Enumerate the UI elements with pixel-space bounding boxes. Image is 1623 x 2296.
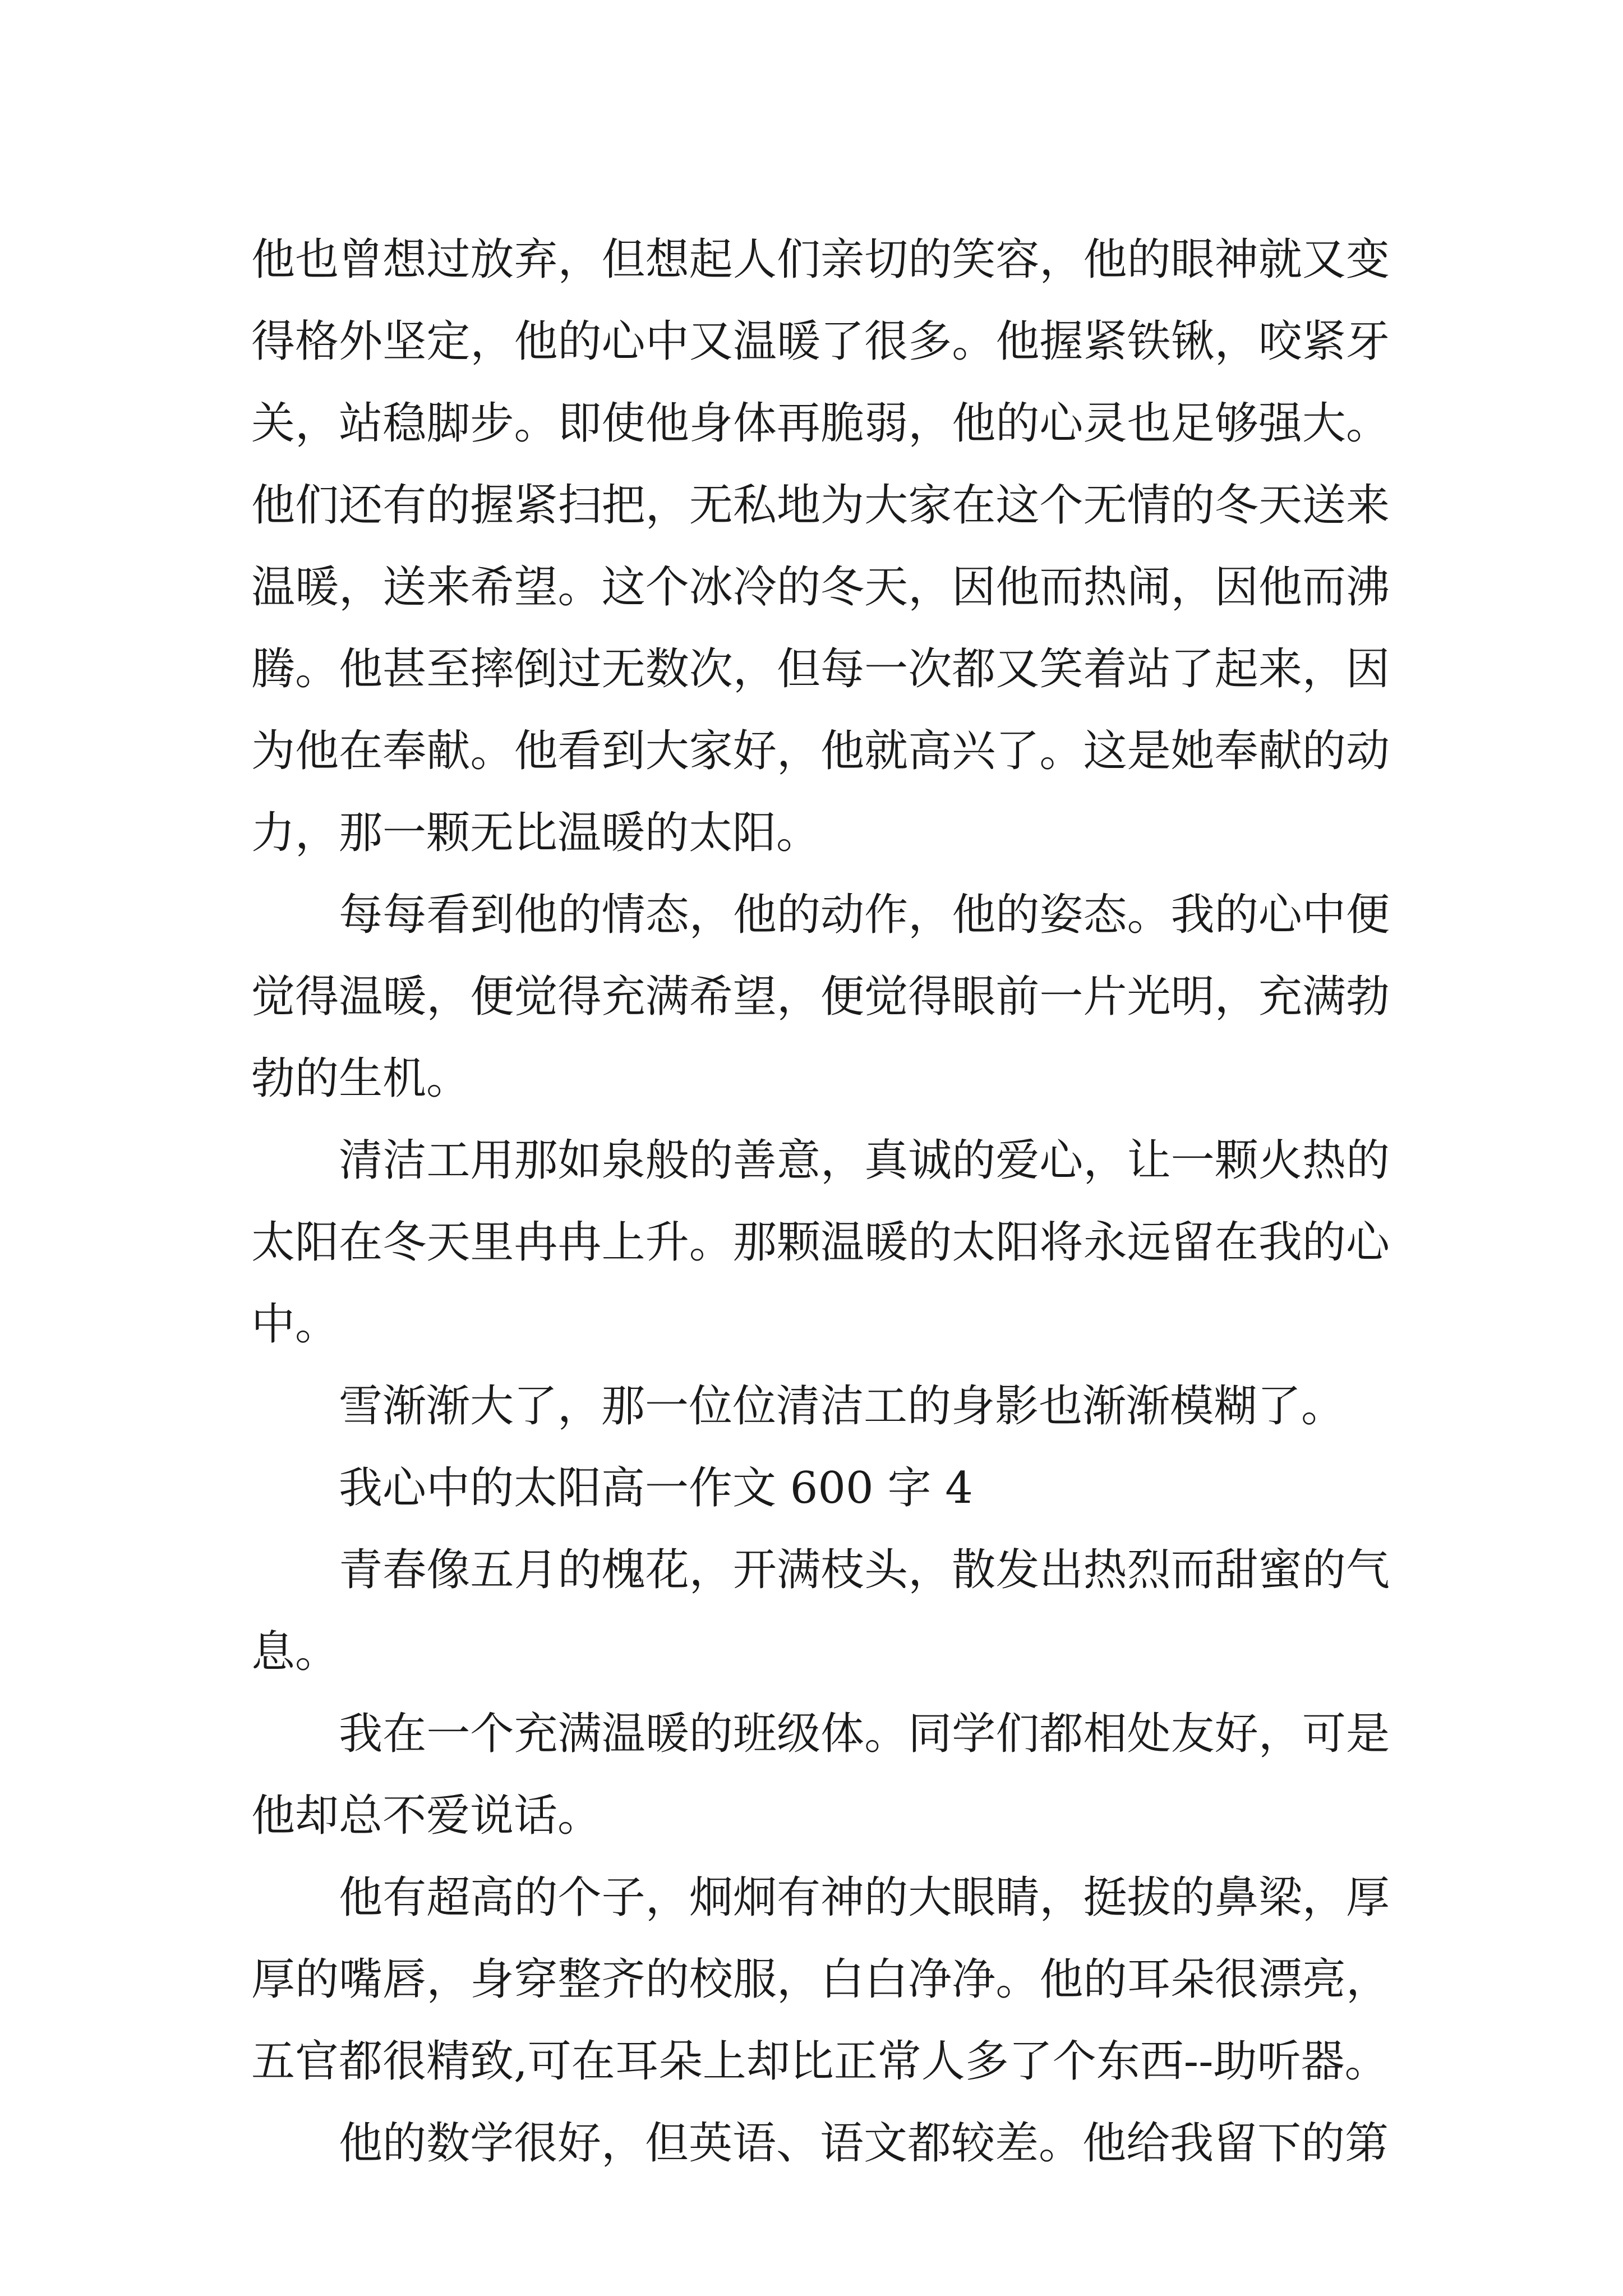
- paragraph: 他也曾想过放弃，但想起人们亲切的笑容，他的眼神就又变得格外坚定，他的心中又温暖了很多。他握紧铁锹，咬紧牙关，站稳脚步。即使他身体再脆弱，他的心灵也足够强大。他们还有的握紧扫把，无私地为大家在这个无情的冬天送来温暖，送来希望。这个冰冷的冬天，因他而热闹，因他而沸腾。他甚至摔倒过无数次，但每一次都又笑着站了起来，因为他在奉献。他看到大家好，他就高兴了。这是她奉献的动力，那一颗无比温暖的太阳。: [251, 234, 1390, 858]
- paragraph: 他的数学很好，但英语、语文都较差。他给我留下的第: [251, 2118, 1389, 2169]
- paragraph: 清洁工用那如泉般的善意，真诚的爱心，让一颗火热的太阳在冬天里冉冉上升。那颗温暖的太阳将永远留在我的心中。: [251, 1135, 1390, 1350]
- body-text: [251, 219, 1390, 2184]
- paragraph: 我在一个充满温暖的班级体。同学们都相处友好，可是他却总不爱说话。: [251, 1709, 1390, 1841]
- paragraph: 每每看到他的情态，他的动作，他的姿态。我的心中便觉得温暖，便觉得充满希望，便觉得眼前一片光明，充满勃勃的生机。: [251, 890, 1390, 1104]
- paragraph: 青春像五月的槐花，开满枝头，散发出热烈而甜蜜的气息。: [251, 1545, 1390, 1677]
- paragraph: 雪渐渐大了，那一位位清洁工的身影也渐渐模糊了。: [251, 1381, 1345, 1432]
- paragraph: 他有超高的个子，炯炯有神的大眼睛，挺拔的鼻梁，厚厚的嘴唇，身穿整齐的校服，白白净净。他的耳朵很漂亮，五官都很精致,可在耳朵上却比正常人多了个东西--助听器。: [251, 1872, 1390, 2087]
- essay-heading: 我心中的太阳高一作文 600 字 4: [251, 1463, 973, 1513]
